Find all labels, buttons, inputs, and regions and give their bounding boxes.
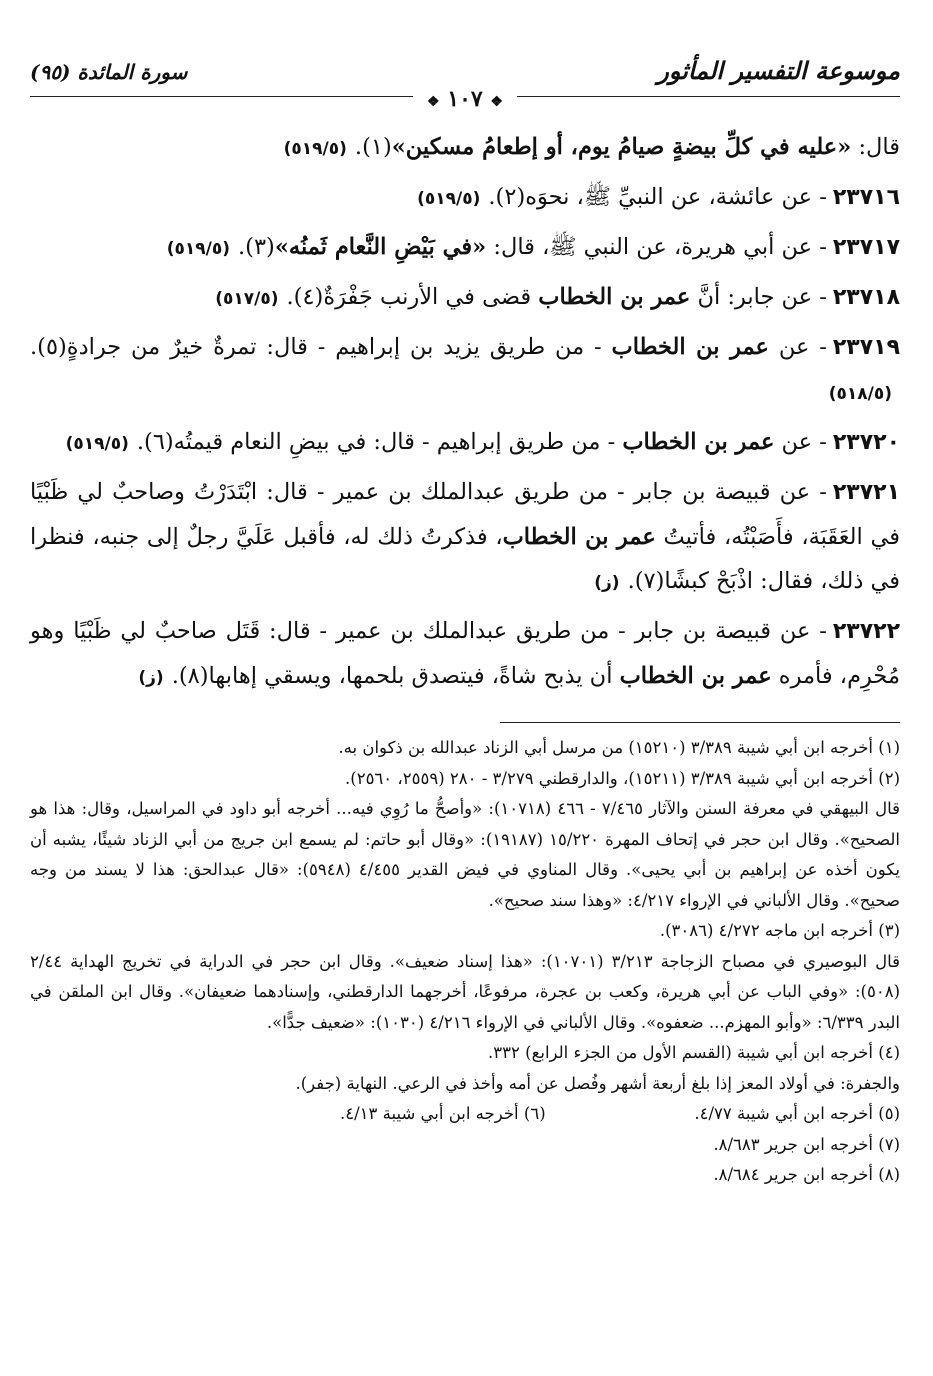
entry-ref: (٥١٨/٥) xyxy=(828,384,892,404)
footnote: (٢) أخرجه ابن أبي شيبة ٣/٣٨٩ (١٥٢١١)، والدارقطني ٣/٢٧٩ - ٢٨٠ (٢٥٥٩، ٢٥٦٠). xyxy=(345,768,900,788)
entry-ref: (٥١٧/٥) xyxy=(215,289,279,309)
entry-ref: (٥١٩/٥) xyxy=(283,139,347,159)
entry-ref: (٥١٩/٥) xyxy=(166,239,230,259)
footnote-note: قال البيهقي في معرفة السنن والآثار ٧/٤٦٥ - ٤٦٦ (١٠٧١٨): «وأصحُّ ما رُوِي فيه... أخرجه أبو داود في المراسيل، وقال: هذا هو الصحيح». وقال ابن حجر في إتحاف المهرة ١٥/٢٢٠ (١٩١٨٧): «وقال أبو حاتم: لم يسمع ابن جريج من أبي الزناد شيئًا، يشبه أن يكون أخذه عن إبراهيم بن أبي يحيى». وقال المناوي في فيض القدير ٤/٤٥٥ (٥٩٤٨): «قال عبدالحق: هذا لا يسند من وجه صحيح». وقال الألباني في الإرواء ٤/٢١٧: «وهذا سند صحيح». xyxy=(30,799,900,910)
footnote: (٦) أخرجه ابن أبي شيبة ٤/١٣. xyxy=(340,1104,546,1123)
text-entry: ٢٣٧٢٠- عن عمر بن الخطاب - من طريق إبراهيم - قال: في بيضِ النعام قيمتُه(٦).(٥١٩/٥) xyxy=(65,429,900,455)
text-entry: ٢٣٧٢١- عن قبيصة بن جابر - من طريق عبدالملك بن عمير - قال: ابْتَدَرْتُ وصاحبٌ لي ظَبْيًا في العَقَبَة، فأَصَبْتُه، فأتيتُ عمر بن الخطاب، فذكرتُ ذلك له، فأقبل عَلَيَّ رجلٌ إلى جنبه، فنظرا في ذلك، فقال: اذْبَحْ كبشًا(٧).(ز) xyxy=(30,479,900,594)
ornament-icon: ❖ xyxy=(427,94,440,110)
surah-label: سورة المائدة (٩٥) xyxy=(30,60,188,84)
footnote: (٨) أخرجه ابن جرير ٨/٦٨٤. xyxy=(713,1165,900,1184)
entry-ref: (ز) xyxy=(138,668,164,688)
footnote-pair xyxy=(340,1099,900,1130)
ornament-icon: ❖ xyxy=(490,94,503,110)
text-entry: ٢٣٧١٩- عن عمر بن الخطاب - من طريق يزيد بن إبراهيم - قال: تمرةٌ خيرٌ من جرادةٍ(٥).(٥١٨/٥) xyxy=(30,334,900,404)
entry-number: ٢٣٧١٩ xyxy=(832,335,900,360)
entry-number: ٢٣٧١٦ xyxy=(832,185,900,210)
entry-number: ٢٣٧١٨ xyxy=(832,285,900,310)
entry-number: ٢٣٧٢٠ xyxy=(832,430,900,455)
footnote: (٧) أخرجه ابن جرير ٨/٦٨٣. xyxy=(713,1134,900,1154)
footnote: (٥) أخرجه ابن أبي شيبة ٤/٧٧. xyxy=(694,1104,900,1123)
text-entry: ٢٣٧١٧- عن أبي هريرة، عن النبي ﷺ، قال: «في بَيْضِ النَّعام ثَمنُه»(٣).(٥١٩/٥) xyxy=(166,234,900,260)
footnote: (١) أخرجه ابن أبي شيبة ٣/٣٨٩ (١٥٢١٠) من مرسل أبي الزناد عبدالله بن ذكوان به. xyxy=(338,738,900,757)
footnotes xyxy=(30,733,900,1191)
book-title: موسوعة التفسير المأثور xyxy=(657,56,900,85)
entry-ref: (٥١٩/٥) xyxy=(65,434,129,454)
footnote: (٣) أخرجه ابن ماجه ٤/٢٧٢ (٣٠٨٦). xyxy=(659,921,900,940)
entry-number: ٢٣٧٢١ xyxy=(832,480,900,505)
footnote: (٤) أخرجه ابن أبي شيبة (القسم الأول من الجزء الرابع) ٣٣٢. xyxy=(488,1043,900,1062)
text-entry: ٢٣٧١٦- عن عائشة، عن النبيِّ ﷺ، نحوَه(٢).(٥١٩/٥) xyxy=(417,184,900,210)
document-page xyxy=(30,50,900,1191)
main-text xyxy=(30,125,900,700)
entry-ref: (٥١٩/٥) xyxy=(417,189,481,209)
entry-number: ٢٣٧١٧ xyxy=(832,235,900,260)
text-entry: قال: «عليه في كلِّ بيضةٍ صيامُ يوم، أو إطعامُ مسكين»(١).(٥١٩/٥) xyxy=(283,134,900,160)
entry-number: ٢٣٧٢٢ xyxy=(832,619,900,644)
footnote-note: والجفرة: في أولاد المعز إذا بلغ أربعة أشهر وفُصل عن أمه وأخذ في الرعي. النهاية (جفر). xyxy=(295,1073,900,1093)
text-entry: ٢٣٧٢٢- عن قبيصة بن جابر - من طريق عبدالملك بن عمير - قال: قَتَل صاحبٌ لي ظَبْيًا وهو مُحْرِم، فأمره عمر بن الخطاب أن يذبح شاةً، فيتصدق بلحمها، ويسقي إهابها(٨).(ز) xyxy=(30,618,900,689)
footnote-separator xyxy=(500,722,900,723)
text-entry: ٢٣٧١٨- عن جابر: أنَّ عمر بن الخطاب قضى في الأرنب جَفْرَةٌ(٤).(٥١٧/٥) xyxy=(215,284,900,310)
footnote-note: قال البوصيري في مصباح الزجاجة ٣/٢١٣ (١٠٧٠١): «هذا إسناد ضعيف». وقال ابن حجر في الدراية في تخريج الهداية ٢/٤٤ (٥٠٨): «وفي الباب عن أبي هريرة، وكعب بن عجرة، مرفوعًا، أخرجهما الدارقطني، وإسنادهما ضعيفان». وقال ابن الملقن في البدر ٦/٣٣٩: «وأبو المهزم... ضعفوه». وقال الألباني في الإرواء ٤/٢١٦ (١٠٣٠): «ضعيف جدًّا». xyxy=(30,951,900,1032)
entry-ref: (ز) xyxy=(594,573,620,593)
page-header xyxy=(30,50,900,112)
page-number: ❖ ١٠٧ ❖ xyxy=(413,88,517,113)
